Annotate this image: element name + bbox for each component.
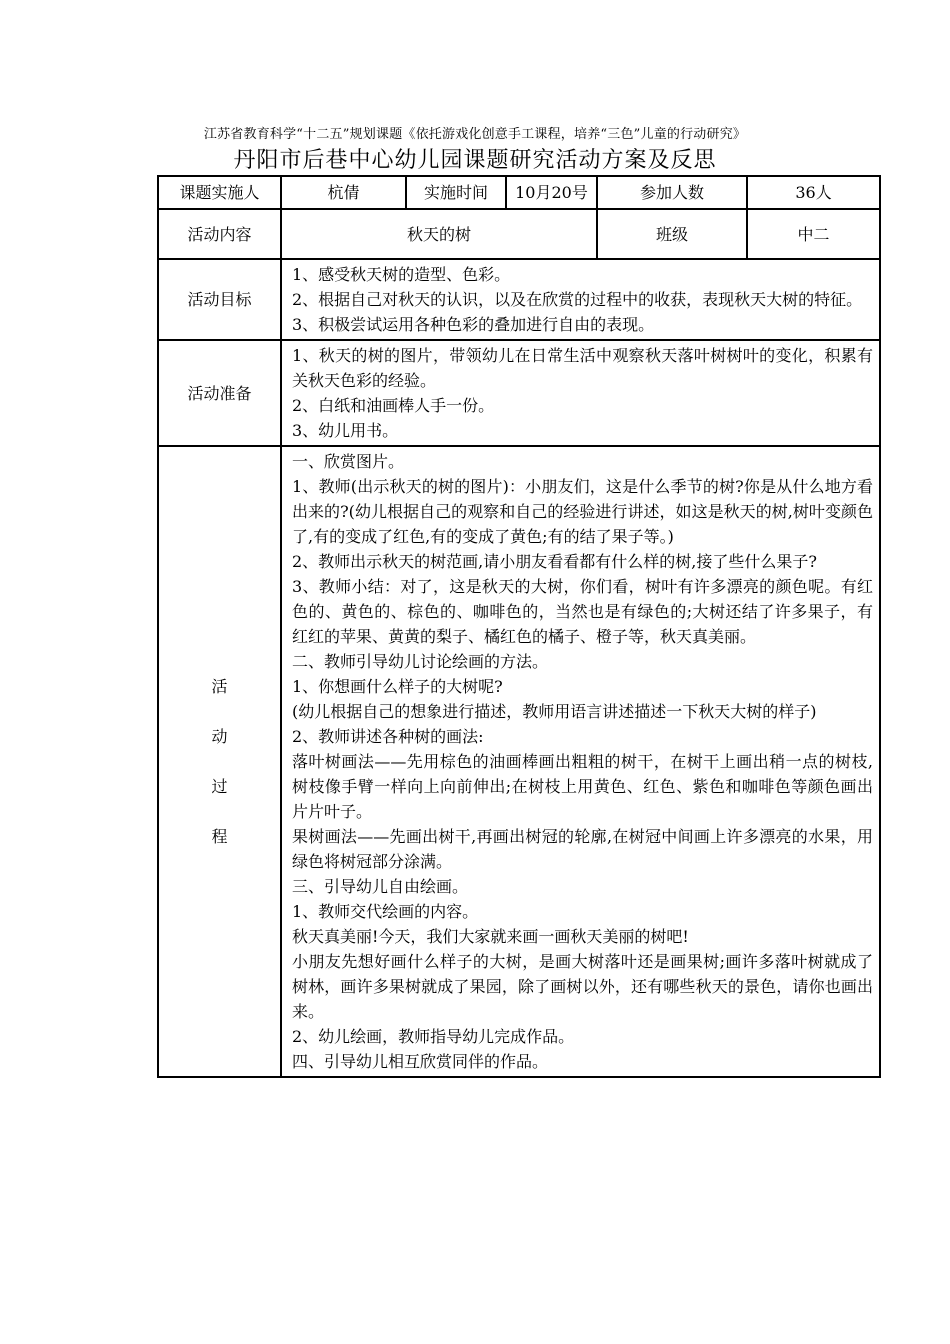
process-line: 落叶树画法——先用棕色的油画棒画出粗粗的树干，在树干上画出稍一点的树枝,树枝像手臂一样向上向前伸出;在树枝上用黄色、红色、紫色和咖啡色等颜色画出片片叶子。 <box>292 752 874 821</box>
process-label-char: 程 <box>211 826 228 846</box>
process-line: 3、教师小结：对了，这是秋天的大树，你们看，树叶有许多漂亮的颜色呢。有红色的、黄色的、棕色的、咖啡色的，当然也是有绿色的;大树还结了许多果子，有红红的苹果、黄黄的梨子、橘红色的橘子、橙子等，秋天真美丽。 <box>292 577 874 646</box>
info-row <box>158 176 880 209</box>
project-subtitle: 江苏省教育科学“十二五”规划课题《依托游戏化创意手工课程，培养“三色”儿童的行动研究》 <box>203 127 747 142</box>
page-title: 丹阳市后巷中心幼儿园课题研究活动方案及反思 <box>233 148 717 173</box>
content-row <box>158 209 880 259</box>
process-label <box>158 446 281 1077</box>
process-line: 2、教师讲述各种树的画法: <box>292 727 484 746</box>
implementer-value: 杭倩 <box>281 176 406 209</box>
process-line: 1、教师交代绘画的内容。 <box>292 902 479 921</box>
participants-label: 参加人数 <box>597 176 747 209</box>
goals-label: 活动目标 <box>158 259 281 340</box>
prep-label: 活动准备 <box>158 340 281 446</box>
process-line: 1、教师(出示秋天的树的图片)：小朋友们，这是什么季节的树?你是从什么地方看出来的?(幼儿根据自己的观察和自己的经验进行讲述，如这是秋天的树,树叶变颜色了,有的变成了红色,有的变成了黄色;有的结了果子等。) <box>292 477 874 546</box>
goals-content <box>281 259 880 340</box>
goal-line: 2、根据自己对秋天的认识，以及在欣赏的过程中的收获，表现秋天大树的特征。 <box>292 290 863 309</box>
class-value: 中二 <box>747 209 880 259</box>
activity-plan-table <box>157 175 881 1078</box>
participants-value: 36人 <box>747 176 880 209</box>
content-label: 活动内容 <box>158 209 281 259</box>
process-line: 2、教师出示秋天的树范画,请小朋友看看都有什么样的树,接了些什么果子? <box>292 552 817 571</box>
content-value: 秋天的树 <box>281 209 597 259</box>
process-line: 1、你想画什么样子的大树呢? <box>292 677 503 696</box>
process-label-char: 动 <box>211 726 228 746</box>
process-line: 秋天真美丽!今天，我们大家就来画一画秋天美丽的树吧! <box>292 927 689 946</box>
goal-line: 1、感受秋天树的造型、色彩。 <box>292 265 511 284</box>
goal-line: 3、积极尝试运用各种色彩的叠加进行自由的表现。 <box>292 315 655 334</box>
process-line: 果树画法——先画出树干,再画出树冠的轮廓,在树冠中间画上许多漂亮的水果，用绿色将树冠部分涂满。 <box>292 827 874 871</box>
prep-content <box>281 340 880 446</box>
prep-line: 3、幼儿用书。 <box>292 421 399 440</box>
process-label-char: 过 <box>211 776 228 796</box>
process-row <box>158 446 880 1077</box>
implementer-label: 课题实施人 <box>158 176 281 209</box>
prep-line: 1、秋天的树的图片，带领幼儿在日常生活中观察秋天落叶树树叶的变化，积累有关秋天色彩的经验。 <box>292 346 874 390</box>
process-line: 2、幼儿绘画，教师指导幼儿完成作品。 <box>292 1027 575 1046</box>
class-label: 班级 <box>597 209 747 259</box>
process-line: 小朋友先想好画什么样子的大树，是画大树落叶还是画果树;画许多落叶树就成了树林，画许多果树就成了果园，除了画树以外，还有哪些秋天的景色，请你也画出来。 <box>292 952 874 1021</box>
process-line: 三、引导幼儿自由绘画。 <box>292 877 469 896</box>
goals-row <box>158 259 880 340</box>
process-label-char: 活 <box>211 676 228 696</box>
prep-row <box>158 340 880 446</box>
process-line: 二、教师引导幼儿讨论绘画的方法。 <box>292 652 549 671</box>
process-content <box>281 446 880 1077</box>
process-line: (幼儿根据自己的想象进行描述，教师用语言讲述描述一下秋天大树的样子) <box>292 702 817 721</box>
time-value: 10月20号 <box>506 176 597 209</box>
process-line: 四、引导幼儿相互欣赏同伴的作品。 <box>292 1052 549 1071</box>
prep-line: 2、白纸和油画棒人手一份。 <box>292 396 495 415</box>
time-label: 实施时间 <box>406 176 506 209</box>
process-line: 一、欣赏图片。 <box>292 452 405 471</box>
